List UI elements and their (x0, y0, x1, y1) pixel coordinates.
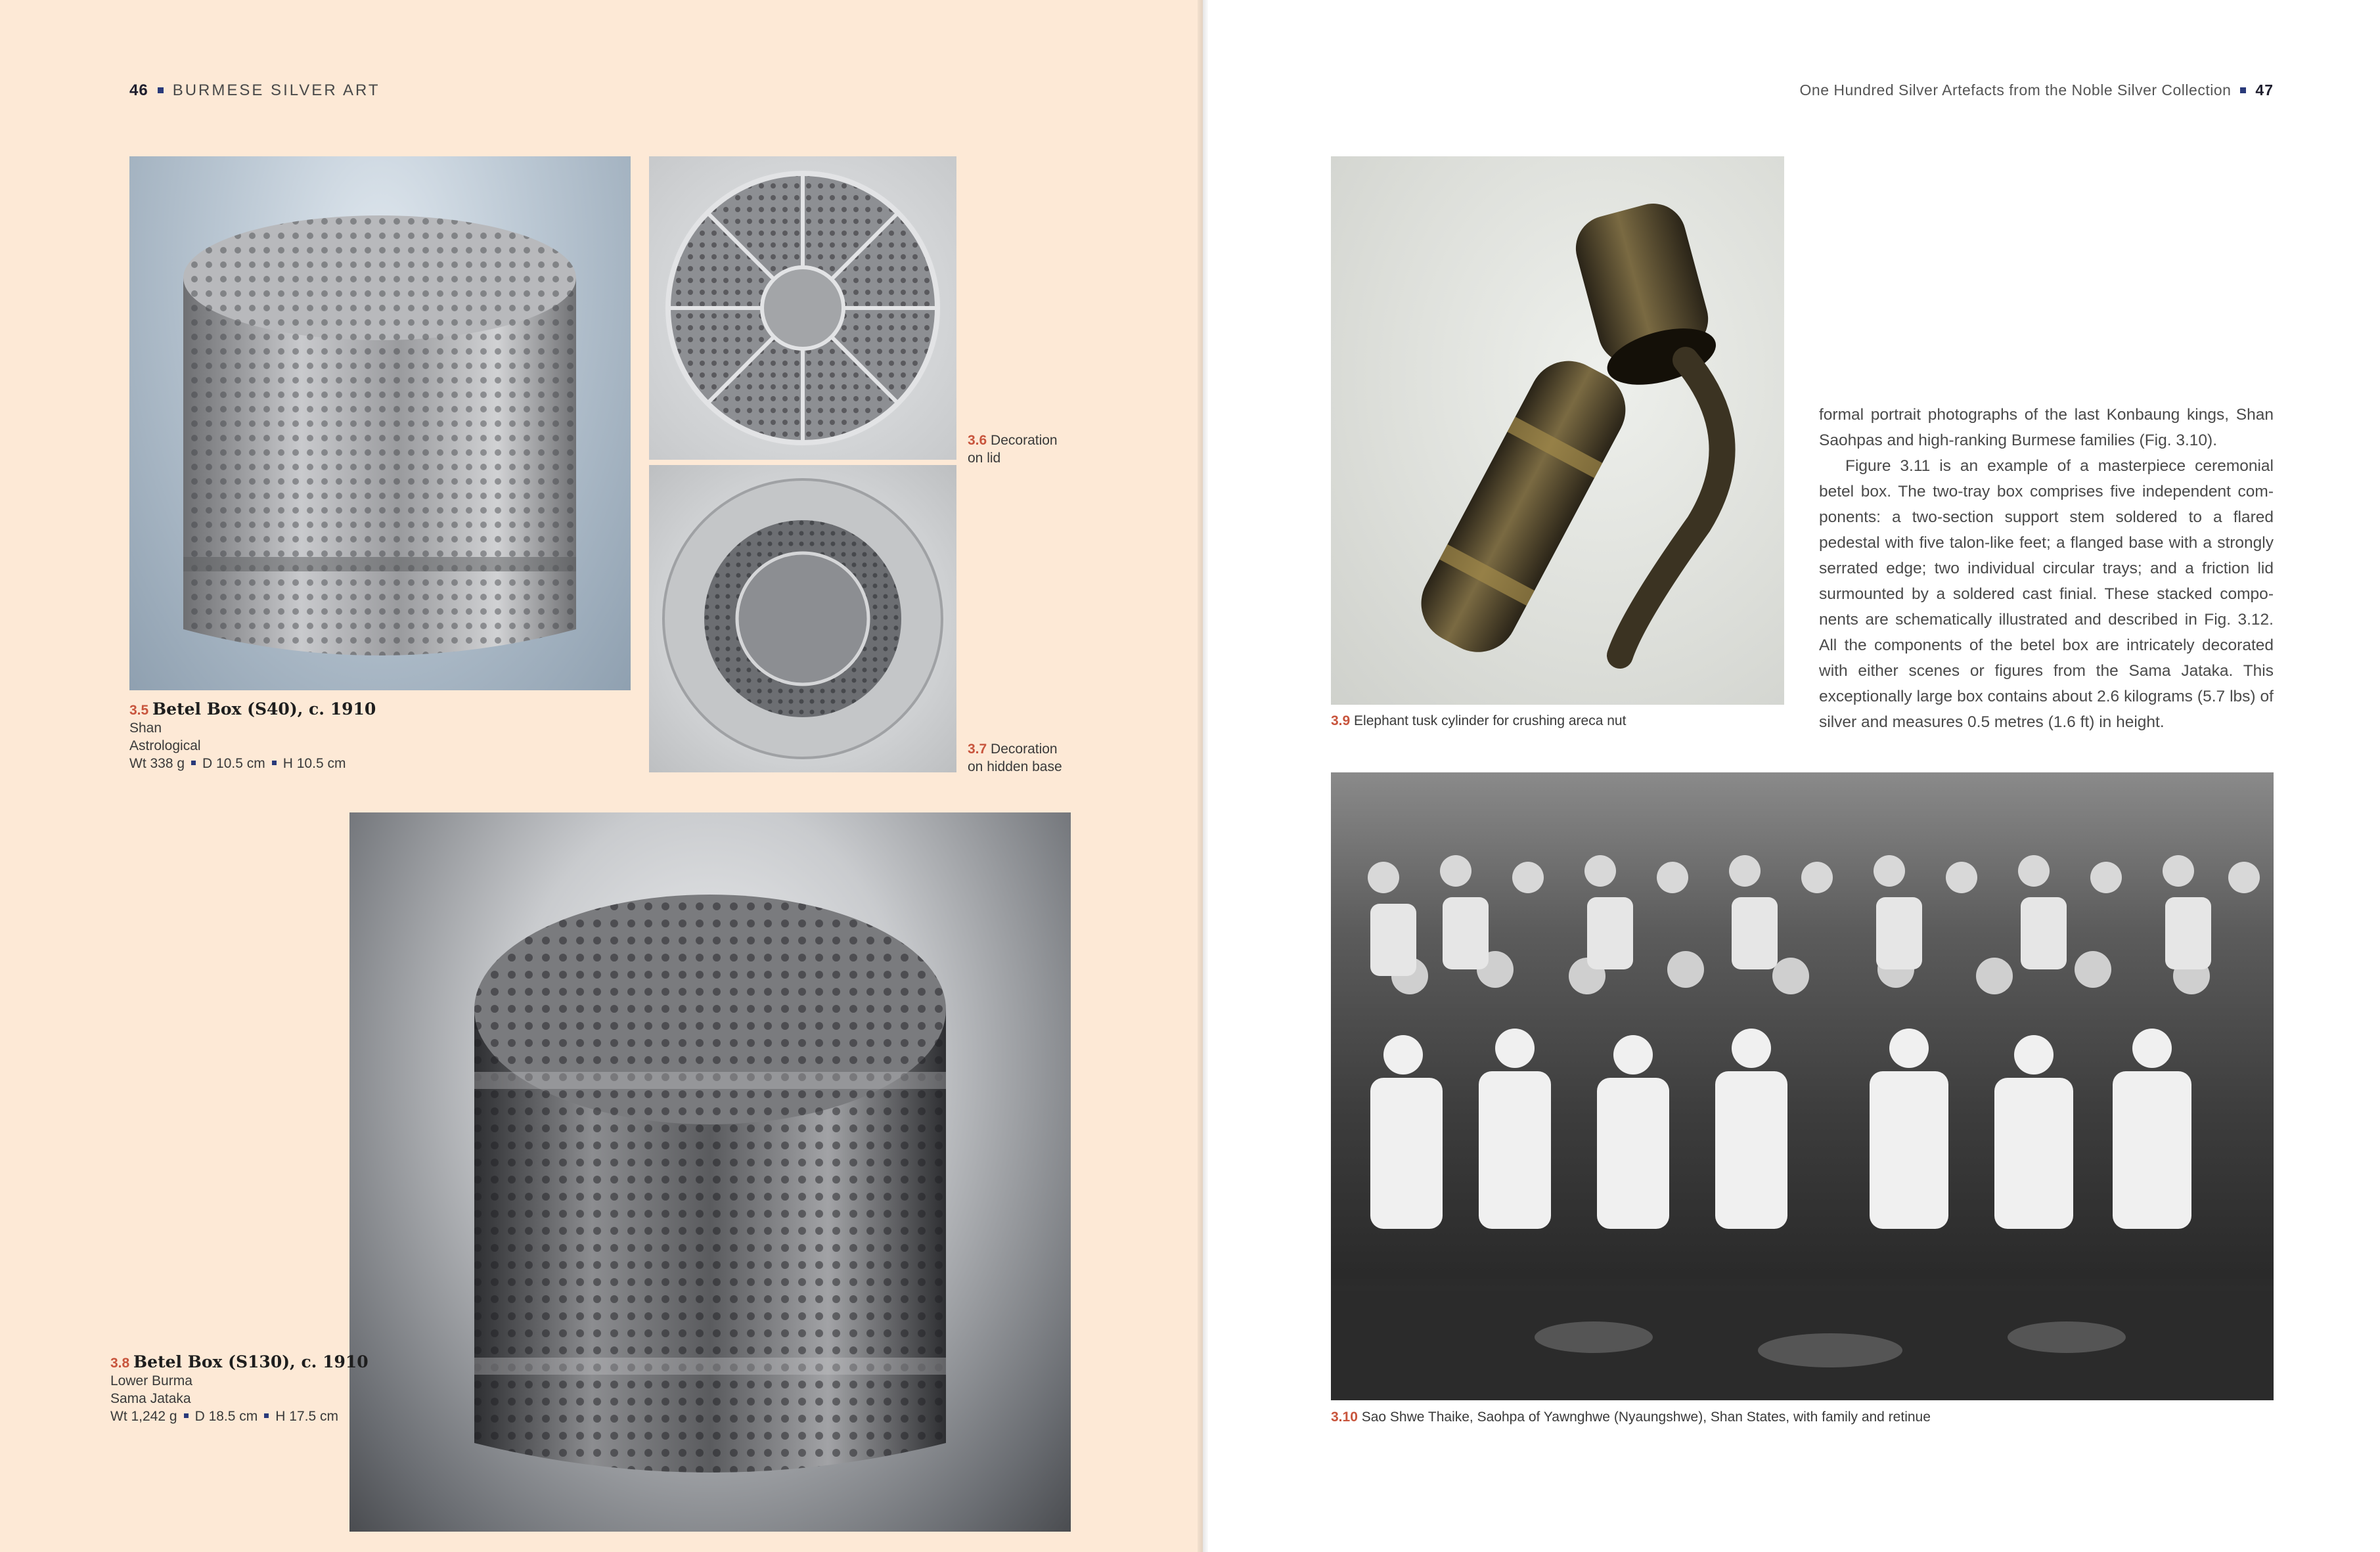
caption-line: Decoration (991, 433, 1058, 448)
diameter: D 18.5 cm (194, 1409, 258, 1424)
caption-line: Sama Jataka (110, 1391, 191, 1406)
book-gutter (1198, 0, 1208, 1552)
chapter-title: One Hundred Silver Artefacts from the Noble Silver Collection (1799, 81, 2232, 99)
measurements (129, 755, 376, 772)
decorated-disc-icon (649, 465, 956, 772)
group-portrait-photo (1331, 772, 2274, 1400)
figure-3-9-caption (1331, 712, 1626, 730)
running-head-left (129, 81, 380, 100)
caption-line: Shan (129, 721, 162, 736)
caption-text: Elephant tusk cylinder for crushing areca nut (1354, 713, 1627, 728)
figure-3-8-caption (110, 1353, 369, 1425)
caption-line: on lid (968, 451, 1001, 466)
figure-number: 3.8 (110, 1356, 130, 1371)
decorated-disc-icon (649, 156, 956, 460)
caption-line: Decoration (991, 742, 1058, 757)
betel-box-icon (349, 812, 1071, 1532)
height: H 17.5 cm (275, 1409, 338, 1424)
figure-3-10-caption (1331, 1408, 1931, 1426)
weight: Wt 1,242 g (110, 1409, 177, 1424)
caption-line: Astrological (129, 738, 201, 753)
tusk-cylinder-photo (1331, 156, 1784, 705)
book-title: BURMESE SILVER ART (172, 81, 380, 99)
base-decoration-photo (649, 465, 956, 772)
page-number-right: 47 (2255, 81, 2274, 99)
betel-box-s40-photo (129, 156, 631, 690)
diameter: D 10.5 cm (202, 756, 265, 771)
page-number-left: 46 (129, 81, 148, 99)
figure-title: Betel Box (S130), c. 1910 (133, 1352, 369, 1371)
square-bullet-icon (191, 761, 196, 765)
figure-number: 3.6 (968, 433, 987, 448)
body-paragraph: Figure 3.11 is an example of a masterpiece ceremonial betel box. The two-tray box comprises five independent components: a two-section support stem soldered to a flared pedestal with five talon-like feet; a flanged base with a strongly serrated edge; two individual circular trays; and a friction lid surmounted by a soldered cast finial. These stacked components are schematically illustrated and described in Fig. 3.12. All the components of the betel box are intricately decorated with either scenes or figures from the Sama Jataka. This exceptionally large box contains about 2.6 kilograms (5.7 lbs) of silver and measures 0.5 metres (1.6 ft) in height. (1819, 457, 2274, 731)
square-bullet-icon (272, 761, 277, 765)
group-of-people-icon (1331, 772, 2274, 1400)
square-bullet-icon (184, 1413, 189, 1418)
caption-line: on hidden base (968, 759, 1062, 774)
areca-crusher-icon (1331, 156, 1784, 705)
height: H 10.5 cm (282, 756, 346, 771)
figure-3-6-caption (968, 432, 1058, 467)
betel-box-s130-photo (349, 812, 1071, 1532)
body-text-column (1819, 402, 2274, 735)
square-bullet-icon (2240, 87, 2246, 93)
weight: Wt 338 g (129, 756, 185, 771)
measurements (110, 1408, 369, 1425)
figure-number: 3.10 (1331, 1409, 1358, 1425)
betel-box-icon (129, 156, 631, 690)
lid-decoration-photo (649, 156, 956, 460)
square-bullet-icon (264, 1413, 269, 1418)
figure-title: Betel Box (S40), c. 1910 (152, 699, 376, 719)
running-head-right (1800, 81, 2274, 99)
caption-text: Sao Shwe Thaike, Saohpa of Yawnghwe (Nyaungshwe), Shan States, with family and retinue (1361, 1409, 1931, 1425)
figure-3-5-caption (129, 700, 376, 772)
caption-line: Lower Burma (110, 1373, 192, 1388)
figure-3-7-caption (968, 740, 1062, 776)
square-bullet-icon (158, 87, 164, 93)
figure-number: 3.7 (968, 742, 987, 757)
figure-number: 3.9 (1331, 713, 1351, 728)
figure-number: 3.5 (129, 703, 149, 718)
body-paragraph: formal portrait photographs of the last Konbaung kings, Shan Saohpas and high-ranking Burmese families (Fig. 3.10). (1819, 406, 2274, 449)
